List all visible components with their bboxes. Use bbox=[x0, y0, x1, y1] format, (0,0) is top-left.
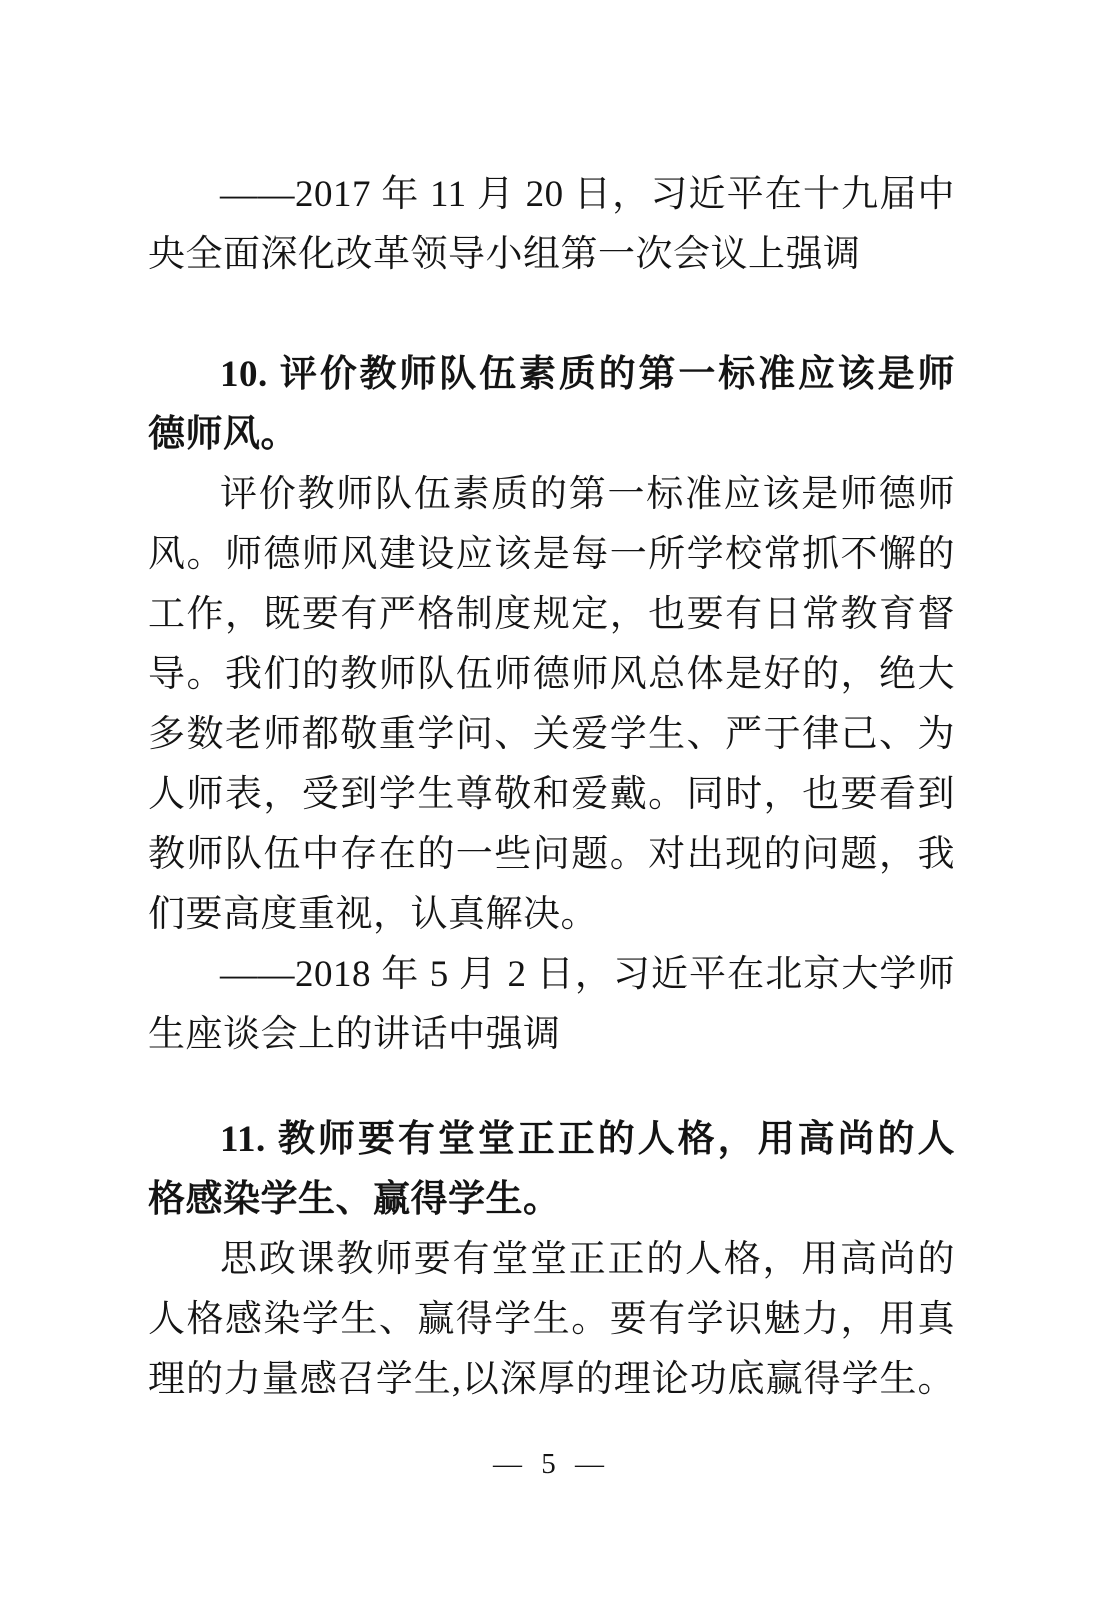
page-number-label: — 5 — bbox=[493, 1448, 610, 1480]
attribution-line: 生座谈会上的讲话中强调 bbox=[148, 1014, 561, 1055]
heading-10 bbox=[148, 345, 955, 465]
paragraph-10 bbox=[148, 465, 955, 945]
attribution-2017 bbox=[148, 165, 955, 285]
paragraph-line: 工作，既要有严格制度规定，也要有日常教育督 bbox=[148, 594, 955, 635]
paragraph-line: 风。师德师风建设应该是每一所学校常抓不懈的 bbox=[148, 534, 955, 575]
paragraph-line: 多数老师都敬重学问、关爱学生、严于律己、为 bbox=[148, 714, 955, 755]
attribution-2018 bbox=[148, 945, 955, 1065]
paragraph-line: 教师队伍中存在的一些问题。对出现的问题，我 bbox=[148, 834, 955, 875]
paragraph-line: 人师表，受到学生尊敬和爱戴。同时，也要看到 bbox=[148, 774, 955, 815]
paragraph-line: 思政课教师要有堂堂正正的人格，用高尚的 bbox=[220, 1239, 955, 1280]
attribution-line: ——2017 年 11 月 20 日，习近平在十九届中 bbox=[220, 174, 955, 215]
paragraph-line: 导。我们的教师队伍师德师风总体是好的，绝大 bbox=[148, 654, 955, 695]
heading-line: 格感染学生、赢得学生。 bbox=[148, 1179, 561, 1220]
attribution-line: ——2018 年 5 月 2 日，习近平在北京大学师 bbox=[220, 954, 955, 995]
heading-11 bbox=[148, 1110, 955, 1230]
page-number bbox=[148, 1444, 955, 1484]
attribution-line: 央全面深化改革领导小组第一次会议上强调 bbox=[148, 234, 861, 275]
paragraph-line: 评价教师队伍素质的第一标准应该是师德师 bbox=[220, 474, 955, 515]
heading-line: 德师风。 bbox=[148, 414, 298, 455]
paragraph-line: 们要高度重视，认真解决。 bbox=[148, 894, 598, 935]
paragraph-line: 人格感染学生、赢得学生。要有学识魅力，用真 bbox=[148, 1299, 955, 1340]
paragraph-line: 理的力量感召学生,以深厚的理论功底赢得学生。 bbox=[148, 1359, 955, 1400]
heading-line: 11. 教师要有堂堂正正的人格，用高尚的人 bbox=[220, 1119, 955, 1160]
heading-line: 10. 评价教师队伍素质的第一标准应该是师 bbox=[220, 354, 955, 395]
paragraph-11 bbox=[148, 1230, 955, 1410]
